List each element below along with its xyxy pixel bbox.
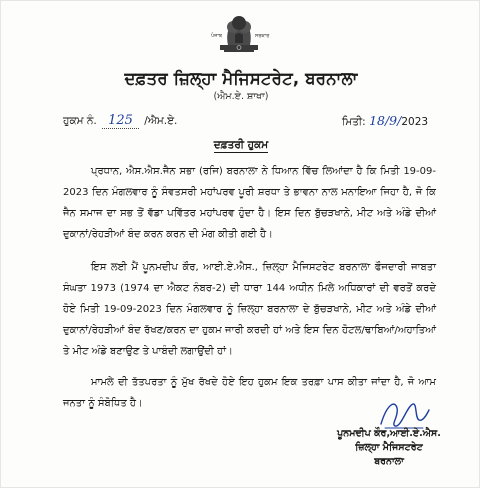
office-title: ਦਫ਼ਤਰ ਜ਼ਿਲ੍ਹਾ ਮੈਜਿਸਟਰੇਟ, ਬਰਨਾਲਾ: [124, 69, 358, 88]
svg-text:ਪੰਜਾਬ: ਪੰਜਾਬ: [211, 33, 223, 39]
signature-block: [319, 427, 459, 469]
order-number-prefix: ਹੁਕਮ ਨੰ.: [63, 115, 97, 127]
date-label: ਮਿਤੀ:: [342, 116, 366, 128]
order-number-handwritten: 125: [102, 113, 139, 129]
paragraph-1-text: ਪ੍ਰਧਾਨ, ਐਸ.ਐਸ.ਜੈਨ ਸਭਾ (ਰਜਿ) ਬਰਨਾਲਾ ਨੇ ਧਿਆਨ ਵਿੱਚ ਲਿਆਂਦਾ ਹੈ ਕਿ ਮਿਤੀ 19-09-2023 ਦਿਨ ਮੰਗਲਵਾਰ ਨੂੰ ਸੰਵਤਸਰੀ ਮਹਾਂਪਰਵ ਪੂਰੀ ਸ਼ਰਧਾ ਤੇ ਭਾਵਨਾ ਨਾਲ ਮਨਾਇਆ ਜਿਹਾ ਹੈ, ਜੋ ਕਿ ਜੈਨ ਸਮਾਜ ਦਾ ਸਭ ਤੋਂ ਵੱਡਾ ਪਵਿੱਤਰ ਮਹਾਂਪਰਵ ਹੁੰਦਾ ਹੈ। ਇਸ ਦਿਨ ਬੁੱਚੜਖਾਨੇ, ਮੀਟ ਅਤੇ ਅੰਡੇ ਦੀਆਂ ਦੁਕਾਨਾਂ/ਰੇਹੜੀਆਂ ਬੰਦ ਕਰਨ ਕਰਨ ਦੀ ਮੰਗ ਕੀਤੀ ਗਈ ਹੈ।: [63, 166, 436, 240]
paragraph-1: [63, 161, 436, 245]
order-heading: [1, 139, 480, 152]
order-number-suffix: /ਐਮ.ਏ.: [144, 115, 178, 127]
date-year: 2023: [401, 116, 429, 128]
signatory-name: ਪੂਨਮਦੀਪ ਕੌਰ,ਆਈ.ਏ.ਐਸ.: [337, 428, 441, 439]
svg-text:ਸਰਕਾਰ: ਸਰਕਾਰ: [255, 33, 270, 39]
order-date-line: [342, 113, 428, 129]
office-branch: (ਐਮ.ਏ. ਸ਼ਾਖਾ): [213, 91, 269, 102]
order-number-line: [63, 113, 177, 128]
date-handwritten: 18/9/: [369, 113, 402, 128]
signatory-place: ਬਰਨਾਲਾ: [374, 456, 404, 467]
paragraph-2: [63, 257, 436, 362]
state-emblem-icon: [206, 7, 272, 65]
signatory-designation: ਜ਼ਿਲ੍ਹਾ ਮੈਜਿਸਟਰੇਟ: [355, 442, 423, 453]
order-heading-text: ਦਫ਼ਤਰੀ ਹੁਕਮ: [213, 139, 269, 151]
paragraph-3-text: ਮਾਮਲੇ ਦੀ ਤੱਤਪਰਤਾ ਨੂੰ ਮੁੱਖ ਰੱਖਦੇ ਹੋਏ ਇਹ ਹੁਕਮ ਇਕ ਤਰਫ਼ਾ ਪਾਸ ਕੀਤਾ ਜਾਂਦਾ ਹੈ, ਜੋ ਆਮ ਜਨਤਾ ਨੂੰ ਸੰਬੋਧਿਤ ਹੈ।: [63, 377, 436, 409]
paragraph-2-text: ਇਸ ਲਈ ਮੈਂ ਪੂਨਮਦੀਪ ਕੌਰ, ਆਈ.ਏ.ਐਸ., ਜ਼ਿਲ੍ਹਾ ਮੈਜਿਸਟਰੇਟ ਬਰਨਾਲਾ ਫੌਜਦਾਰੀ ਜਾਬਤਾ ਸੰਘਤਾ 1973 (1974 ਦਾ ਐਕਟ ਨੰਬਰ-2) ਦੀ ਧਾਰਾ 144 ਅਧੀਨ ਮਿਲੇ ਅਧਿਕਾਰਾਂ ਦੀ ਵਰਤੋਂ ਕਰਦੇ ਹੋਏ ਮਿਤੀ 19-09-2023 ਦਿਨ ਮੰਗਲਵਾਰ ਨੂੰ ਜ਼ਿਲ੍ਹਾ ਬਰਨਾਲਾ ਦੇ ਬੁੱਚੜਖਾਨੇ, ਮੀਟ ਅਤੇ ਅੰਡੇ ਦੀਆਂ ਦੁਕਾਨਾਂ/ਰੇਹੜੀਆਂ ਬੰਦ ਰੱਖਣ/ਕਰਨ ਦਾ ਹੁਕਮ ਜਾਰੀ ਕਰਦੀ ਹਾਂ ਅਤੇ ਇਸ ਦਿਨ ਹੋਟਲ/ਢਾਬਿਆਂ/ਅਹਾਤਿਆਂ ਤੇ ਮੀਟ ਅੰਡੇ ਬਣਾਉਣ ਤੇ ਪਾਬੰਦੀ ਲਗਾਉਂਦੀ ਹਾਂ।: [63, 262, 436, 357]
